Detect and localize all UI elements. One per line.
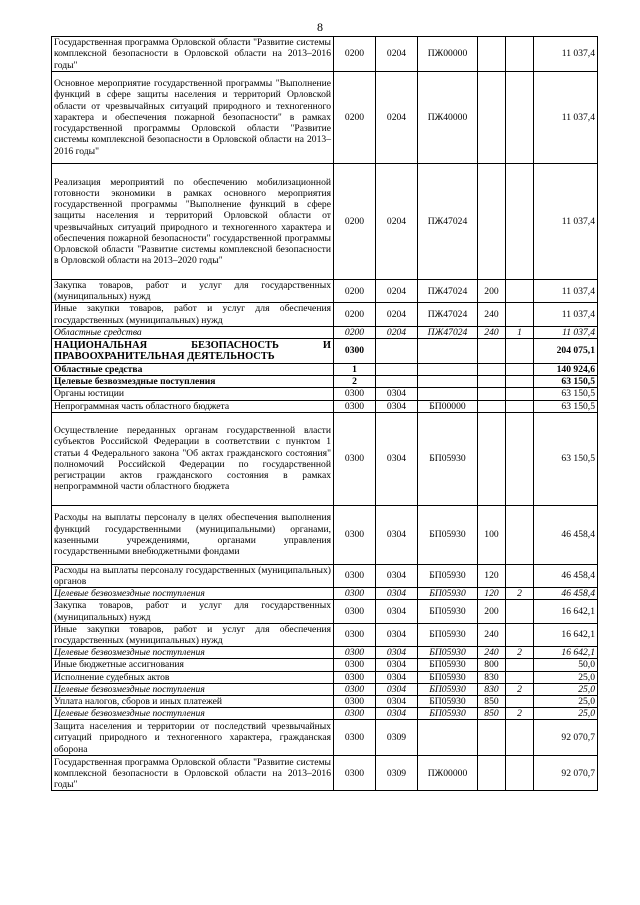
row-source-code [506, 388, 534, 400]
row-section-code: 0200 [334, 303, 376, 326]
row-expense-code: 240 [478, 623, 506, 646]
row-section-code: 0300 [334, 339, 376, 364]
row-amount: 92 070,7 [534, 720, 598, 756]
row-target-code: БП05930 [418, 412, 478, 505]
row-source-code [506, 671, 534, 683]
row-name: Расходы на выплаты персоналу в целях обеспечения выполнения функций государственными (муниципальными) органами, казенными учреждениями, органами управления государственными внебюджетными фондами [52, 505, 334, 564]
row-subsection-code: 0304 [376, 564, 418, 587]
row-section-code: 0200 [334, 326, 376, 338]
row-subsection-code: 0304 [376, 708, 418, 720]
row-amount: 11 037,4 [534, 280, 598, 303]
row-name: Основное мероприятие государственной программы "Выполнение функций в сфере защиты населения и территорий Орловской области от чрезвычайных ситуаций природного и техногенного характера и обеспечения пожарной безопасности" в рамках государственной программы Орловской области "Развитие системы комплексной безопасности в Орловской области на 2013–2016 годы" [52, 72, 334, 164]
row-amount: 25,0 [534, 696, 598, 708]
row-section-code: 0300 [334, 659, 376, 671]
row-source-code [506, 280, 534, 303]
row-name: Областные средства [52, 326, 334, 338]
row-target-code: ПЖ00000 [418, 37, 478, 72]
row-section-code: 0300 [334, 720, 376, 756]
row-target-code: ПЖ47024 [418, 280, 478, 303]
row-source-code [506, 720, 534, 756]
row-source-code [506, 37, 534, 72]
row-expense-code: 120 [478, 588, 506, 600]
row-subsection-code [376, 376, 418, 388]
table-row [52, 708, 598, 720]
table-row [52, 37, 598, 72]
row-section-code: 0200 [334, 280, 376, 303]
row-name: Органы юстиции [52, 388, 334, 400]
row-amount: 140 924,6 [534, 364, 598, 376]
row-source-code [506, 164, 534, 280]
row-section-code: 0200 [334, 72, 376, 164]
row-name: Непрограммная часть областного бюджета [52, 400, 334, 412]
row-source-code [506, 756, 534, 791]
row-expense-code [478, 364, 506, 376]
row-name: Целевые безвозмездные поступления [52, 683, 334, 695]
table-row [52, 364, 598, 376]
row-target-code: БП00000 [418, 400, 478, 412]
row-subsection-code [376, 364, 418, 376]
row-section-code: 0300 [334, 756, 376, 791]
row-amount: 16 642,1 [534, 600, 598, 623]
row-section-code: 0300 [334, 400, 376, 412]
row-section-code: 0300 [334, 412, 376, 505]
row-name: Осуществление переданных органам государственной власти субъектов Российской Федерации в соответствии с пунктом 1 статьи 4 Федерального закона "Об актах гражданского состояния" полномочий Российской Федерации по государственной регистрации актов гражданского состояния в рамках непрограммной части областного бюджета [52, 412, 334, 505]
row-subsection-code [376, 339, 418, 364]
row-target-code [418, 364, 478, 376]
row-target-code: БП05930 [418, 564, 478, 587]
table-row [52, 720, 598, 756]
row-amount: 11 037,4 [534, 72, 598, 164]
row-expense-code [478, 72, 506, 164]
row-name: Исполнение судебных актов [52, 671, 334, 683]
row-name: Целевые безвозмездные поступления [52, 708, 334, 720]
row-target-code: БП05930 [418, 671, 478, 683]
budget-table [51, 36, 598, 791]
row-source-code [506, 376, 534, 388]
row-target-code: ПЖ47024 [418, 326, 478, 338]
row-target-code [418, 376, 478, 388]
page-number: 8 [317, 20, 323, 34]
row-target-code [418, 720, 478, 756]
row-subsection-code: 0304 [376, 696, 418, 708]
row-target-code: БП05930 [418, 647, 478, 659]
row-name: Закупка товаров, работ и услуг для государственных (муниципальных) нужд [52, 600, 334, 623]
row-subsection-code: 0304 [376, 388, 418, 400]
row-expense-code [478, 164, 506, 280]
row-source-code [506, 600, 534, 623]
row-source-code [506, 696, 534, 708]
row-expense-code: 200 [478, 600, 506, 623]
row-source-code [506, 364, 534, 376]
row-target-code: БП05930 [418, 659, 478, 671]
row-amount: 46 458,4 [534, 505, 598, 564]
row-target-code [418, 339, 478, 364]
table-row [52, 600, 598, 623]
row-expense-code [478, 400, 506, 412]
row-section-code: 0300 [334, 600, 376, 623]
row-amount: 11 037,4 [534, 37, 598, 72]
row-section-code: 0300 [334, 623, 376, 646]
table-row [52, 326, 598, 338]
row-expense-code: 240 [478, 326, 506, 338]
row-amount: 46 458,4 [534, 564, 598, 587]
row-amount: 50,0 [534, 659, 598, 671]
row-amount: 63 150,5 [534, 400, 598, 412]
row-amount: 25,0 [534, 671, 598, 683]
row-section-code: 0200 [334, 37, 376, 72]
row-source-code: 2 [506, 708, 534, 720]
row-source-code [506, 564, 534, 587]
row-amount: 63 150,5 [534, 388, 598, 400]
row-subsection-code: 0304 [376, 623, 418, 646]
row-source-code [506, 303, 534, 326]
row-source-code [506, 72, 534, 164]
row-name: Уплата налогов, сборов и иных платежей [52, 696, 334, 708]
row-subsection-code: 0304 [376, 659, 418, 671]
row-name: Защита населения и территории от последствий чрезвычайных ситуаций природного и техногенного характера, гражданская оборона [52, 720, 334, 756]
row-source-code [506, 659, 534, 671]
table-row [52, 671, 598, 683]
row-target-code: БП05930 [418, 505, 478, 564]
row-subsection-code: 0204 [376, 37, 418, 72]
row-subsection-code: 0204 [376, 326, 418, 338]
row-section-code: 0300 [334, 696, 376, 708]
row-section-code: 0300 [334, 708, 376, 720]
row-name: Расходы на выплаты персоналу государственных (муниципальных) органов [52, 564, 334, 587]
row-amount: 92 070,7 [534, 756, 598, 791]
row-section-code: 0300 [334, 647, 376, 659]
row-name: Областные средства [52, 364, 334, 376]
table-row [52, 683, 598, 695]
row-target-code: БП05930 [418, 600, 478, 623]
row-expense-code [478, 388, 506, 400]
row-name: Государственная программа Орловской области "Развитие системы комплексной безопасности в Орловской области на 2013–2016 годы" [52, 756, 334, 791]
row-expense-code: 800 [478, 659, 506, 671]
row-amount: 11 037,4 [534, 164, 598, 280]
row-name: Целевые безвозмездные поступления [52, 647, 334, 659]
row-target-code [418, 388, 478, 400]
row-subsection-code: 0304 [376, 647, 418, 659]
row-target-code: БП05930 [418, 683, 478, 695]
row-section-code: 1 [334, 364, 376, 376]
row-source-code: 2 [506, 683, 534, 695]
row-target-code: ПЖ47024 [418, 164, 478, 280]
row-source-code [506, 339, 534, 364]
row-expense-code: 240 [478, 647, 506, 659]
row-source-code: 1 [506, 326, 534, 338]
row-section-code: 0300 [334, 388, 376, 400]
row-name: Целевые безвозмездные поступления [52, 376, 334, 388]
row-expense-code [478, 720, 506, 756]
row-subsection-code: 0304 [376, 600, 418, 623]
table-row [52, 164, 598, 280]
row-target-code: БП05930 [418, 696, 478, 708]
table-row [52, 659, 598, 671]
row-expense-code [478, 412, 506, 505]
table-row [52, 412, 598, 505]
table-row [52, 505, 598, 564]
row-name: Иные закупки товаров, работ и услуг для обеспечения государственных (муниципальных) нужд [52, 303, 334, 326]
row-section-code: 0300 [334, 505, 376, 564]
row-target-code: ПЖ47024 [418, 303, 478, 326]
table-row [52, 564, 598, 587]
row-expense-code: 830 [478, 683, 506, 695]
row-subsection-code: 0304 [376, 683, 418, 695]
row-source-code [506, 505, 534, 564]
row-amount: 25,0 [534, 708, 598, 720]
row-target-code: БП05930 [418, 588, 478, 600]
row-expense-code: 830 [478, 671, 506, 683]
row-section-code: 0300 [334, 564, 376, 587]
row-subsection-code: 0304 [376, 505, 418, 564]
row-section-code: 0300 [334, 588, 376, 600]
row-target-code: ПЖ40000 [418, 72, 478, 164]
row-source-code [506, 623, 534, 646]
row-subsection-code: 0304 [376, 412, 418, 505]
row-expense-code [478, 37, 506, 72]
row-expense-code: 850 [478, 696, 506, 708]
row-expense-code [478, 756, 506, 791]
row-expense-code: 200 [478, 280, 506, 303]
row-amount: 16 642,1 [534, 647, 598, 659]
table-body [52, 37, 598, 791]
row-amount: 46 458,4 [534, 588, 598, 600]
table-row [52, 72, 598, 164]
row-subsection-code: 0309 [376, 720, 418, 756]
row-section-code: 0300 [334, 683, 376, 695]
row-expense-code: 850 [478, 708, 506, 720]
row-source-code [506, 412, 534, 505]
table-row [52, 400, 598, 412]
row-subsection-code: 0309 [376, 756, 418, 791]
row-subsection-code: 0304 [376, 671, 418, 683]
row-source-code [506, 400, 534, 412]
row-amount: 63 150,5 [534, 412, 598, 505]
table-row [52, 623, 598, 646]
row-section-code: 0300 [334, 671, 376, 683]
row-expense-code [478, 376, 506, 388]
row-name: Государственная программа Орловской области "Развитие системы комплексной безопасности в Орловской области на 2013–2016 годы" [52, 37, 334, 72]
row-amount: 204 075,1 [534, 339, 598, 364]
table-row [52, 303, 598, 326]
table-row [52, 339, 598, 364]
row-subsection-code: 0204 [376, 280, 418, 303]
row-expense-code: 100 [478, 505, 506, 564]
row-amount: 11 037,4 [534, 326, 598, 338]
row-name: НАЦИОНАЛЬНАЯ БЕЗОПАСНОСТЬ И ПРАВООХРАНИТЕЛЬНАЯ ДЕЯТЕЛЬНОСТЬ [52, 339, 334, 364]
row-target-code: ПЖ00000 [418, 756, 478, 791]
row-name: Иные закупки товаров, работ и услуг для обеспечения государственных (муниципальных) нужд [52, 623, 334, 646]
table-row [52, 647, 598, 659]
row-source-code: 2 [506, 647, 534, 659]
table-row [52, 696, 598, 708]
row-target-code: БП05930 [418, 708, 478, 720]
row-source-code: 2 [506, 588, 534, 600]
row-amount: 63 150,5 [534, 376, 598, 388]
row-amount: 25,0 [534, 683, 598, 695]
row-subsection-code: 0204 [376, 164, 418, 280]
row-section-code: 2 [334, 376, 376, 388]
row-amount: 11 037,4 [534, 303, 598, 326]
table-row [52, 588, 598, 600]
row-subsection-code: 0204 [376, 72, 418, 164]
row-subsection-code: 0204 [376, 303, 418, 326]
row-subsection-code: 0304 [376, 588, 418, 600]
row-target-code: БП05930 [418, 623, 478, 646]
row-subsection-code: 0304 [376, 400, 418, 412]
table-row [52, 756, 598, 791]
table-row [52, 376, 598, 388]
row-expense-code [478, 339, 506, 364]
row-expense-code: 120 [478, 564, 506, 587]
row-name: Реализация мероприятий по обеспечению мобилизационной готовности экономики в рамках основного мероприятия государственной программы "Выполнение функций в сфере защиты населения и территорий Орловской области от чрезвычайных ситуаций природного и техногенного характера и обеспечения пожарной безопасности" государственной программы Орловской области "Развитие системы комплексной безопасности в Орловской области на 2013–2020 годы" [52, 164, 334, 280]
row-name: Закупка товаров, работ и услуг для государственных (муниципальных) нужд [52, 280, 334, 303]
row-name: Иные бюджетные ассигнования [52, 659, 334, 671]
row-section-code: 0200 [334, 164, 376, 280]
row-name: Целевые безвозмездные поступления [52, 588, 334, 600]
table-row [52, 388, 598, 400]
row-expense-code: 240 [478, 303, 506, 326]
row-amount: 16 642,1 [534, 623, 598, 646]
table-row [52, 280, 598, 303]
